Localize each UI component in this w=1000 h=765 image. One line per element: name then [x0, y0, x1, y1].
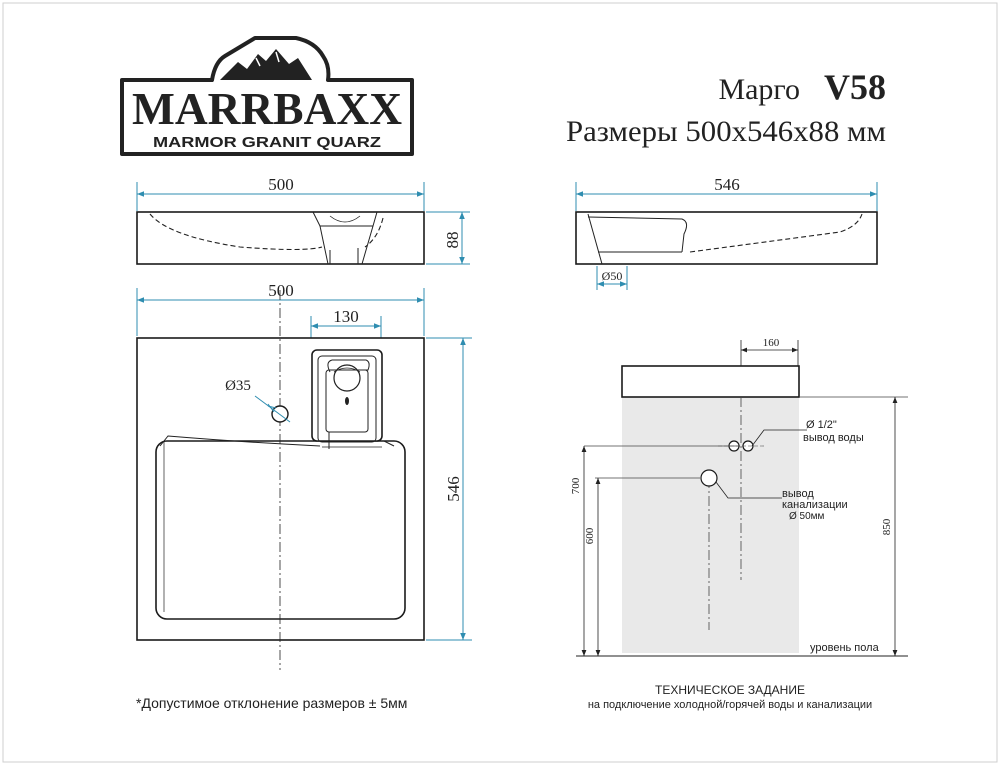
basin-front-outline: [137, 212, 424, 264]
brand-name: MARRBAXX: [132, 83, 402, 134]
model-name: Марго: [718, 73, 800, 106]
drain-outlet: [701, 470, 717, 486]
faucet-recess: [312, 350, 382, 441]
drain-outlet-label-2: канализации: [782, 499, 848, 511]
dim-top-width: 500: [268, 281, 294, 300]
water-pipe-size: Ø 1/2": [806, 419, 837, 431]
dim-offset-160: 160: [762, 337, 780, 349]
water-outlet-label: вывод воды: [803, 432, 864, 444]
brand-logo: [122, 38, 412, 154]
dim-drain: Ø50: [601, 269, 623, 283]
basin-side-outline: [576, 212, 877, 264]
mountain-icon: [220, 49, 312, 80]
tolerance-note: *Допустимое отклонение размеров ± 5мм: [136, 695, 408, 711]
side-view: [576, 175, 877, 290]
brand-tagline: MARMOR GRANIT QUARZ: [153, 134, 381, 151]
dim-front-width: 500: [268, 175, 294, 194]
drain-outlet-size: Ø 50мм: [789, 511, 825, 522]
basin-install-outline: [622, 366, 799, 397]
installation-scheme: [570, 337, 908, 656]
wall-zone: [622, 397, 799, 653]
model-sizes: Размеры 500х546х88 мм: [566, 115, 887, 148]
dim-faucet-offset: 130: [333, 307, 359, 326]
floor-level-label: уровень пола: [810, 642, 879, 654]
bowl-outline: [156, 441, 405, 619]
dim-hole-diameter: Ø35: [225, 378, 251, 394]
dim-side-depth: 546: [714, 175, 740, 194]
spec-title: ТЕХНИЧЕСКОЕ ЗАДАНИЕ: [655, 683, 805, 697]
dim-height-850: 850: [881, 518, 893, 536]
dim-height-600: 600: [584, 527, 596, 545]
model-code: V58: [824, 67, 886, 107]
spec-subtitle: на подключение холодной/горячей воды и канализации: [587, 699, 873, 711]
dim-height-700: 700: [570, 477, 582, 495]
drain-outlet-label-1: вывод: [782, 488, 814, 500]
dim-top-depth: 546: [444, 476, 463, 502]
dim-front-height: 88: [443, 231, 462, 249]
front-view: [137, 175, 470, 264]
overflow-slot: [345, 397, 349, 405]
top-view: [137, 281, 472, 670]
